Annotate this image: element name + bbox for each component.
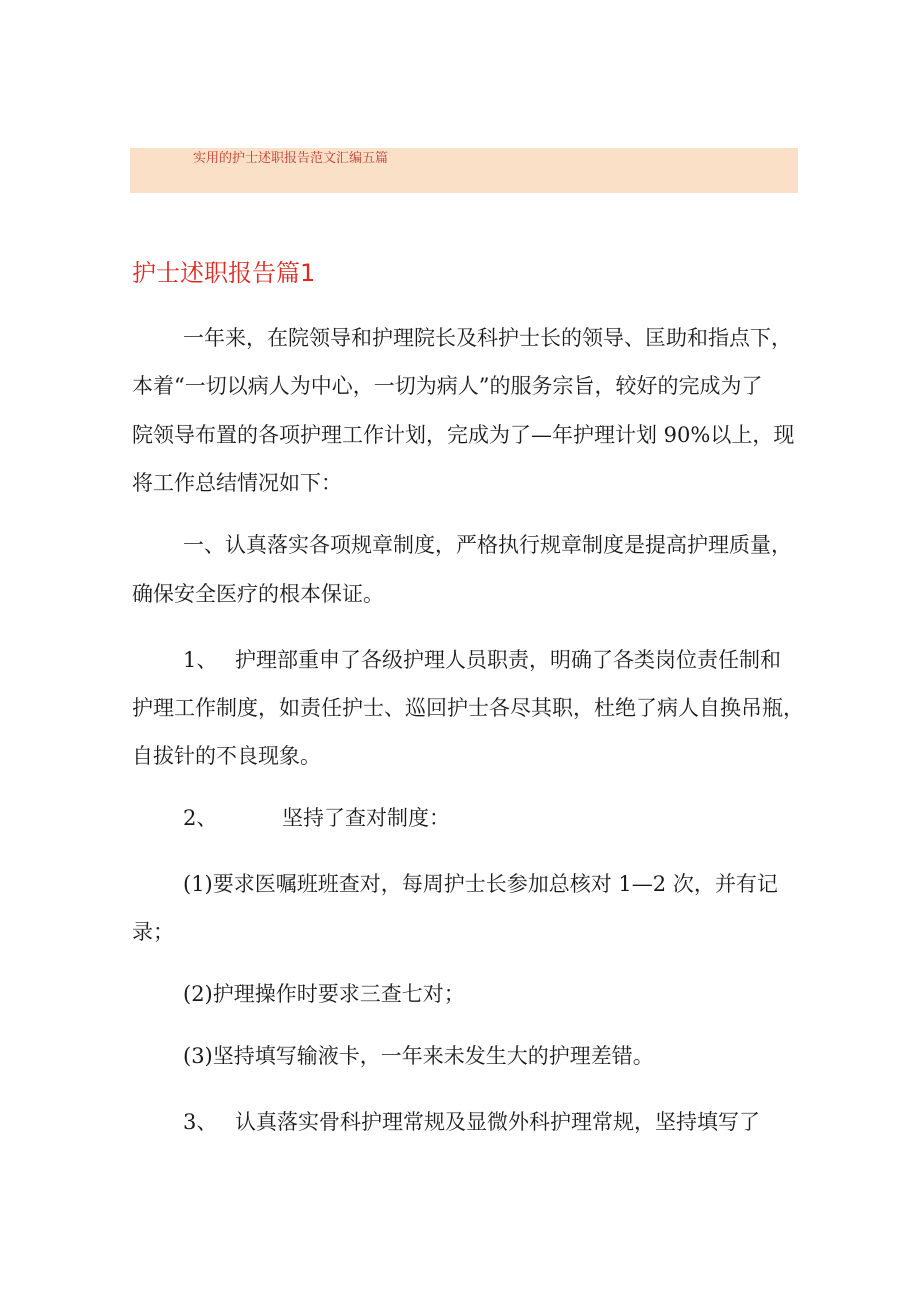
item-1-line-3: 自拔针的不良现象。 xyxy=(132,744,321,768)
sub-item-1-line-1: (1)要求医嘱班班查对，每周护士长参加总核对 1—2 次，并有记 xyxy=(183,872,778,896)
section-heading: 护士述职报告篇1 xyxy=(132,259,316,287)
sub-item-1-line-2: 录； xyxy=(132,920,174,944)
sub-item-2: (2)护理操作时要求三查七对； xyxy=(183,982,465,1006)
item-1-line-2: 护理工作制度，如责任护士、巡回护士各尽其职，杜绝了病人自换吊瓶， xyxy=(132,696,804,720)
item-1-line-1: 护理部重申了各级护理人员职责，明确了各类岗位责任制和 xyxy=(235,648,781,672)
item-2-number: 2、 xyxy=(183,806,218,830)
section-one-line-1: 一、认真落实各项规章制度，严格执行规章制度是提高护理质量， xyxy=(183,533,792,557)
item-1-number: 1、 xyxy=(183,648,218,672)
document-title-banner xyxy=(130,148,798,193)
intro-line-3: 院领导布置的各项护理工作计划，完成为了—年护理计划 90%以上，现 xyxy=(132,423,795,447)
intro-line-2: 本着“一切以病人为中心，一切为病人”的服务宗旨，较好的完成为了 xyxy=(132,374,763,398)
item-2-text: 坚持了查对制度： xyxy=(282,806,450,830)
section-one-line-2: 确保安全医疗的根本保证。 xyxy=(132,582,384,606)
item-3-text: 认真落实骨科护理常规及显微外科护理常规，坚持填写了 xyxy=(235,1110,760,1134)
sub-item-3: (3)坚持填写输液卡，一年来未发生大的护理差错。 xyxy=(183,1044,654,1068)
intro-line-1: 一年来，在院领导和护理院长及科护士长的领导、匡助和指点下， xyxy=(183,326,792,350)
document-title: 实用的护士述职报告范文汇编五篇 xyxy=(193,151,389,166)
item-3-number: 3、 xyxy=(183,1110,218,1134)
intro-line-4: 将工作总结情况如下： xyxy=(132,471,342,495)
